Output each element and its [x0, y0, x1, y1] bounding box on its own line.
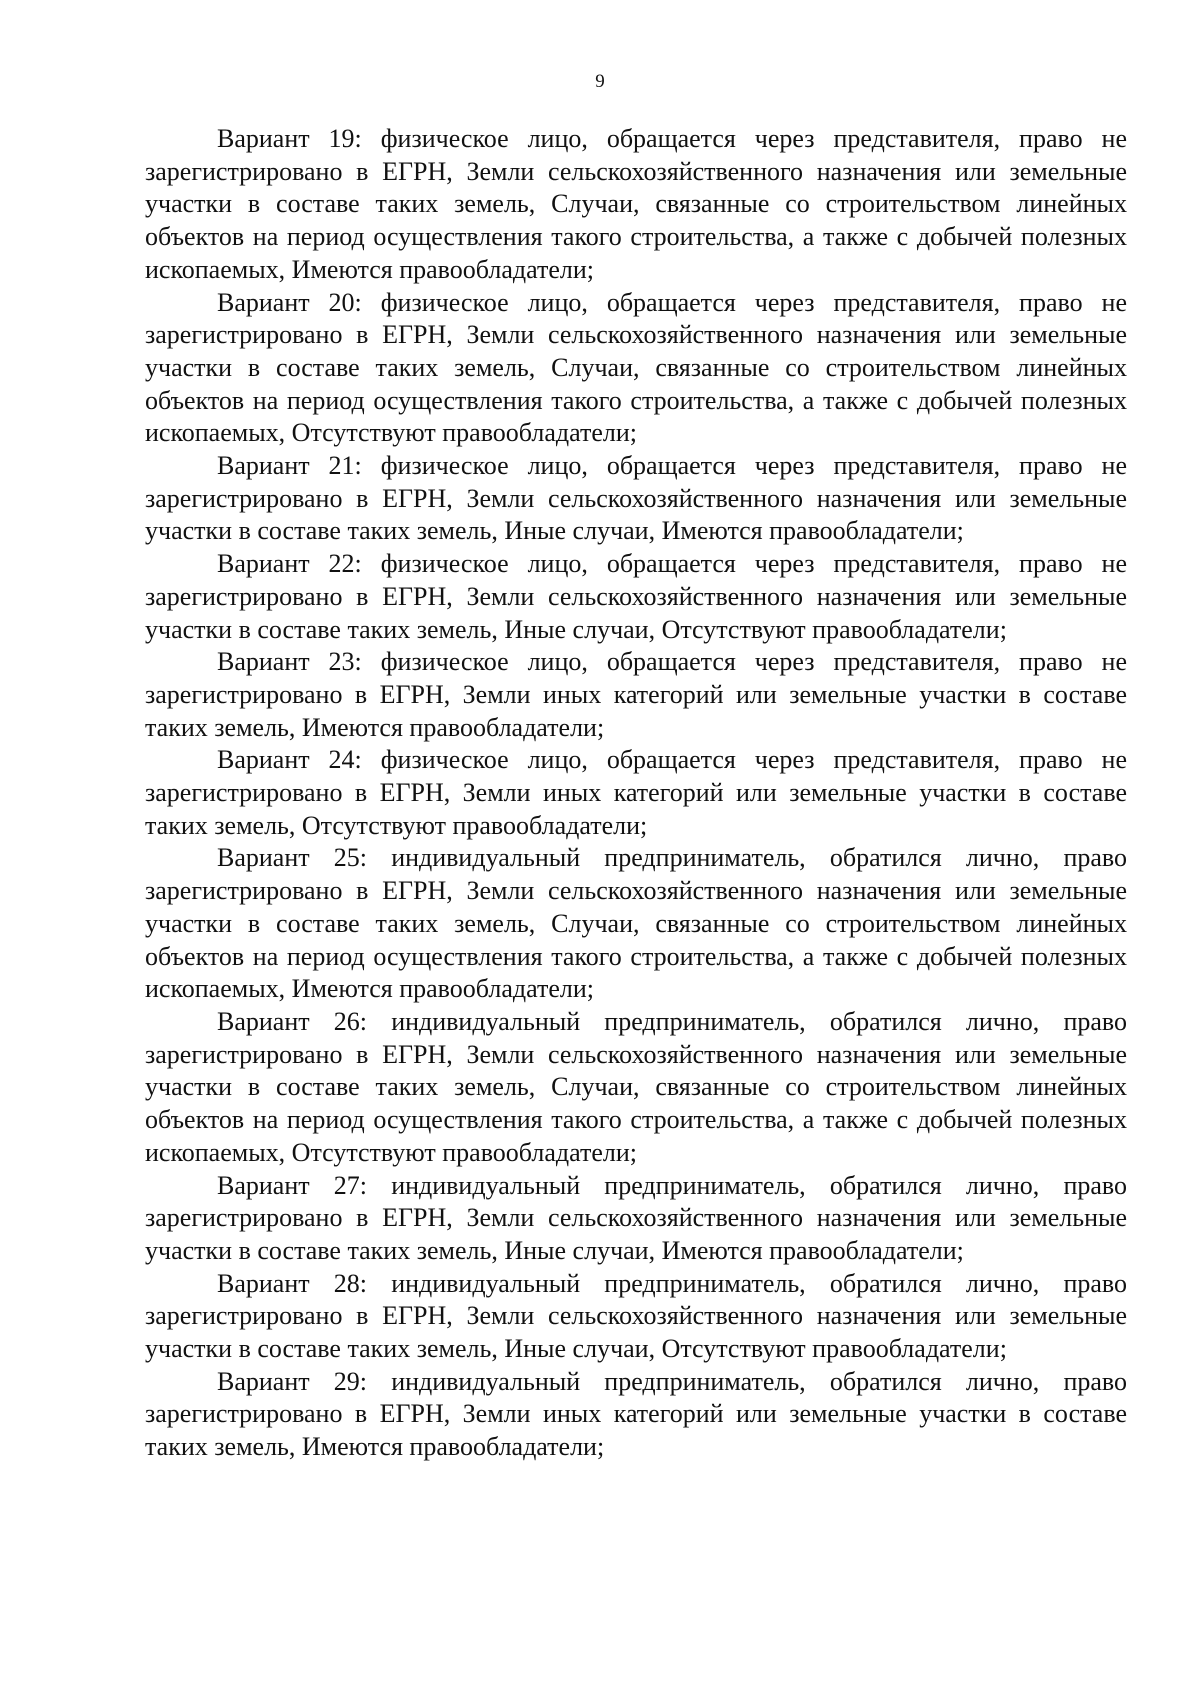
variant-27-paragraph: Вариант 27: индивидуальный предприниматель, обратился лично, право зарегистрировано в ЕГРН, Земли сельскохозяйственного назначения или земельные участки в составе таких земель, Иные случаи, Имеются правообладатели; — [145, 1170, 1127, 1265]
variant-19-paragraph: Вариант 19: физическое лицо, обращается через представителя, право не зарегистрировано в ЕГРН, Земли сельскохозяйственного назначения или земельные участки в составе таких земель, Случаи, связанные со строительством линейных объектов на период осуществления такого строительства, а также с добычей полезных ископаемых, Имеются правообладатели; — [145, 124, 1127, 284]
variant-22-paragraph: Вариант 22: физическое лицо, обращается через представителя, право не зарегистрировано в ЕГРН, Земли сельскохозяйственного назначения или земельные участки в составе таких земель, Иные случаи, Отсутствуют правообладатели; — [145, 549, 1127, 644]
variant-20-paragraph: Вариант 20: физическое лицо, обращается через представителя, право не зарегистрировано в ЕГРН, Земли сельскохозяйственного назначения или земельные участки в составе таких земель, Случаи, связанные со строительством линейных объектов на период осуществления такого строительства, а также с добычей полезных ископаемых, Отсутствуют правообладатели; — [145, 287, 1127, 448]
variant-23-paragraph: Вариант 23: физическое лицо, обращается через представителя, право не зарегистрировано в ЕГРН, Земли иных категорий или земельные участки в составе таких земель, Имеются правообладатели; — [145, 647, 1127, 742]
variant-29-paragraph: Вариант 29: индивидуальный предприниматель, обратился лично, право зарегистрировано в ЕГРН, Земли иных категорий или земельные участки в составе таких земель, Имеются правообладатели; — [145, 1366, 1127, 1462]
variant-26-paragraph: Вариант 26: индивидуальный предприниматель, обратился лично, право зарегистрировано в ЕГРН, Земли сельскохозяйственного назначения или земельные участки в составе таких земель, Случаи, связанные со строительством линейных объектов на период осуществления такого строительства, а также с добычей полезных ископаемых, Отсутствуют правообладатели; — [145, 1006, 1127, 1167]
variant-25-paragraph: Вариант 25: индивидуальный предприниматель, обратился лично, право зарегистрировано в ЕГРН, Земли сельскохозяйственного назначения или земельные участки в составе таких земель, Случаи, связанные со строительством линейных объектов на период осуществления такого строительства, а также с добычей полезных ископаемых, Имеются правообладатели; — [145, 843, 1127, 1004]
variant-21-paragraph: Вариант 21: физическое лицо, обращается через представителя, право не зарегистрировано в ЕГРН, Земли сельскохозяйственного назначения или земельные участки в составе таких земель, Иные случаи, Имеются правообладатели; — [145, 451, 1127, 546]
document-body — [145, 123, 1127, 1464]
page-number: 9 — [595, 71, 605, 92]
variant-28-paragraph: Вариант 28: индивидуальный предприниматель, обратился лично, право зарегистрировано в ЕГРН, Земли сельскохозяйственного назначения или земельные участки в составе таких земель, Иные случаи, Отсутствуют правообладатели; — [145, 1268, 1127, 1364]
variant-24-paragraph: Вариант 24: физическое лицо, обращается через представителя, право не зарегистрировано в ЕГРН, Земли иных категорий или земельные участки в составе таких земель, Отсутствуют правообладатели; — [145, 745, 1127, 840]
